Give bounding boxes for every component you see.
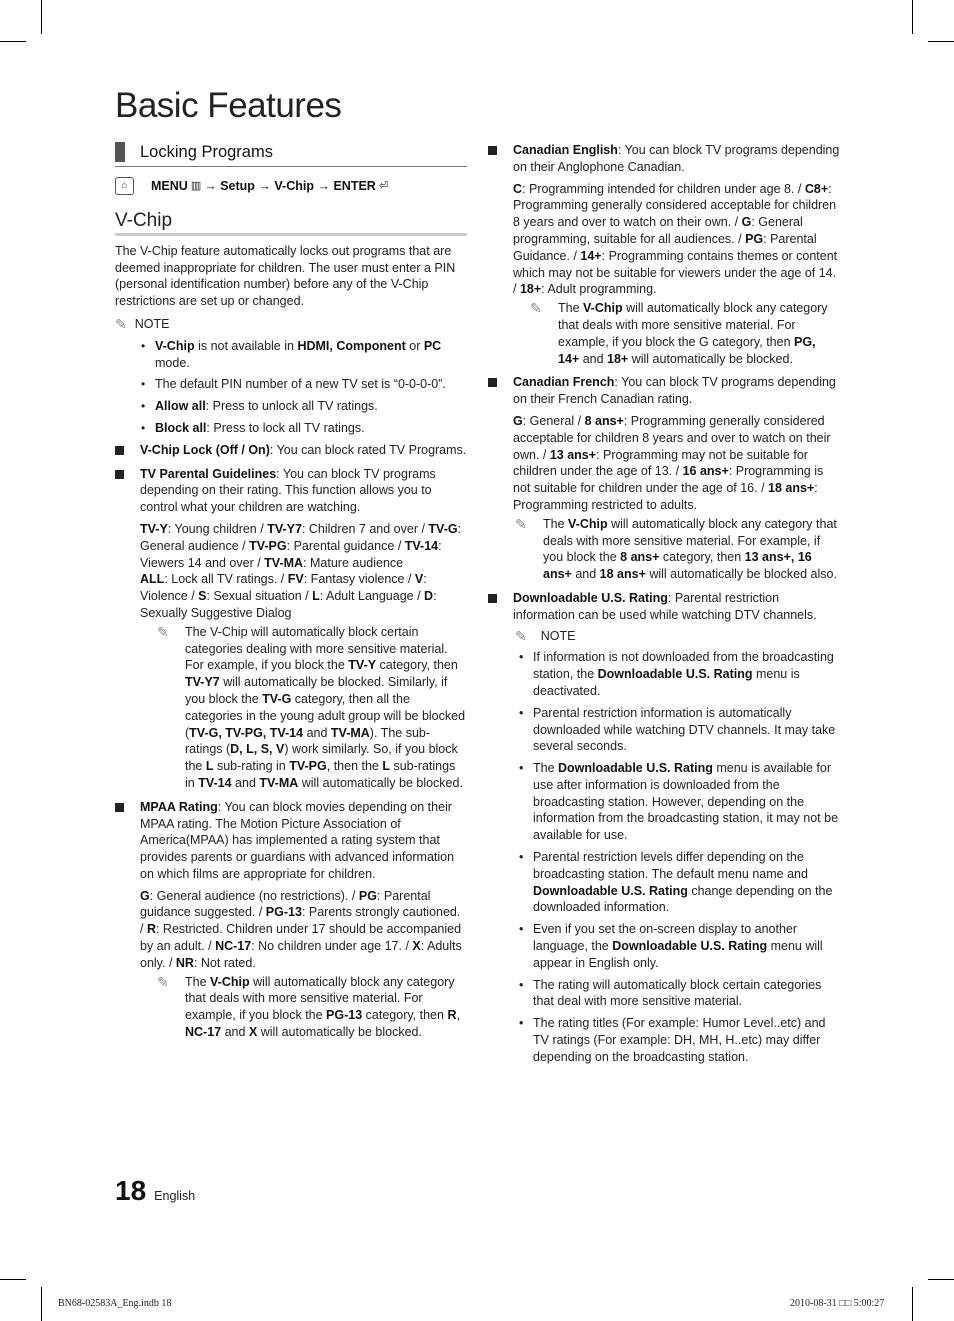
vchip-intro: The V-Chip feature automatically locks out programs that are deemed inappropriate for children. The user must enter a PIN (personal identification number) before any of the V-Chip restrictions are set up or changed. — [115, 243, 456, 309]
text: : Young children / — [167, 521, 268, 536]
list-item — [488, 1015, 840, 1065]
list-item — [115, 398, 467, 415]
text: : Programming intended for children under age 8. / — [522, 181, 805, 196]
crop-mark — [41, 0, 42, 34]
bold-text: D — [424, 589, 434, 604]
bold-text: TV Parental Guidelines — [140, 466, 277, 481]
bold-text: G — [741, 215, 752, 230]
text: will automatically be blocked also. — [645, 567, 837, 582]
path-arrow: → — [317, 178, 330, 193]
bullet-icon: • — [519, 922, 524, 937]
bold-text: 14+ — [580, 248, 602, 263]
language-label: English — [154, 1189, 196, 1203]
bold-text: C8+ — [804, 181, 829, 196]
text: : Programming generally considered acceptable for children 8 years and over to watch on their own. / — [513, 181, 837, 230]
bold-text: TV-MA — [264, 555, 304, 570]
text: If information is not downloaded from the broadcasting station, the — [533, 650, 834, 682]
text: : Children 7 and over / — [301, 521, 429, 536]
text: : General audience / — [140, 521, 462, 553]
bold-text: TV-G, TV-PG, TV-14 — [189, 725, 304, 740]
square-bullet-icon — [115, 470, 124, 479]
right-column — [488, 142, 840, 1072]
crop-mark — [912, 0, 913, 34]
text: : Press to lock all TV ratings. — [206, 420, 365, 435]
bold-text: PG-13 — [265, 905, 302, 920]
text: : Programming may not be suitable for children under the age of 13. / — [513, 447, 808, 479]
text: : Parents strongly cautioned. / — [140, 905, 461, 937]
left-column — [115, 142, 467, 1047]
text: category, then all the categories in the young adult group will be blocked ( — [185, 691, 466, 740]
text: and — [571, 567, 600, 582]
downloadable-rating-item — [488, 590, 840, 1066]
remote-icon: ⌂ — [115, 177, 134, 195]
bold-text: TV-14 — [198, 775, 232, 790]
bold-text: V-Chip — [155, 338, 195, 353]
mpaa-ratings — [140, 888, 467, 972]
bold-text: 13 ans+, 16 ans+ — [543, 550, 812, 582]
path-arrow: → — [258, 178, 271, 193]
crop-mark — [41, 1287, 42, 1321]
square-bullet-icon — [115, 803, 124, 812]
text: , — [456, 1008, 460, 1023]
bold-text: Downloadable U.S. Rating — [597, 667, 753, 682]
bold-text: G — [140, 888, 150, 903]
text: : General programming, suitable for all audiences. / — [513, 215, 803, 246]
text: : Not rated. — [193, 955, 256, 970]
text: The — [533, 761, 559, 776]
crop-mark — [928, 1279, 954, 1280]
text: : Parental Guidance. / — [513, 231, 817, 263]
text: Parental restriction information is automatically downloaded while watching DTV channels. It may take several seconds. — [533, 705, 836, 754]
bold-text: PG, 14+ — [558, 334, 816, 366]
vchip-heading: V-Chip — [115, 213, 467, 236]
bold-text: L — [382, 759, 390, 774]
canfr-ratings — [513, 413, 840, 514]
list-item — [488, 849, 840, 916]
text: : Parental restriction information can be used while watching DTV channels. — [513, 590, 817, 622]
text: menu is deactivated. — [533, 667, 800, 698]
path-arrow: → — [204, 178, 217, 193]
crop-mark — [928, 41, 954, 42]
text: : You can block TV programs depending on their Anglophone Canadian. — [513, 143, 840, 174]
bullet-icon: • — [141, 399, 146, 414]
text: : Programming is not suitable for children under the age of 16. / — [513, 464, 824, 496]
list-item — [488, 649, 840, 699]
text: is not available in — [194, 338, 298, 353]
bold-text: Downloadable U.S. Rating — [533, 883, 688, 898]
bold-text: FV — [287, 572, 304, 587]
canadian-english-item — [488, 142, 840, 367]
tv-parental-item — [115, 466, 467, 792]
bold-text: 8 ans+ — [584, 413, 624, 428]
bullet-icon: • — [141, 338, 146, 353]
text: : Programming contains themes or content which may not be suitable for viewers under the age of 14. / — [513, 248, 838, 297]
text: The — [558, 301, 584, 316]
bold-text: L — [205, 759, 214, 774]
bullet-icon: • — [141, 420, 146, 435]
bold-text: V-Chip — [583, 301, 623, 316]
bold-text: TV-G — [262, 691, 292, 706]
enter-icon: ⏎ — [378, 179, 389, 192]
pencil-icon: ✎ — [157, 623, 169, 640]
text: : You can block TV programs depending on their rating. This function allows you to control what your children are watching. — [140, 466, 436, 515]
text: : You can block movies depending on their MPAA rating. The Motion Picture Association of America(MPAA) has implemented a rating system that provides parents or guardians with advanced information on which films are appropriate for children. — [140, 799, 455, 881]
path-setup: Setup — [220, 178, 255, 193]
mpaa-item — [115, 799, 467, 1041]
bold-text: Block all — [155, 420, 207, 435]
bold-text: PC — [423, 338, 442, 353]
text: : You can block TV programs depending on their French Canadian rating. — [513, 375, 836, 407]
tv-ratings — [140, 521, 467, 571]
pencil-icon: ✎ — [515, 627, 527, 644]
canfr-note — [513, 516, 840, 583]
note-header — [515, 628, 840, 645]
list-item — [488, 977, 840, 1011]
canadian-french-item — [488, 374, 840, 583]
text: : Adults only. / — [140, 939, 462, 970]
section-marker — [115, 142, 125, 162]
text: will automatically block any category that deals with more sensitive material. For example, if you block the G category, then — [558, 301, 828, 349]
square-bullet-icon — [115, 446, 124, 455]
page-footer — [115, 1176, 195, 1206]
text: and — [221, 1025, 249, 1040]
text: will automatically block any category that deals with more sensitive material. For example, if you block the — [543, 516, 837, 565]
text: : No children under age 17. / — [251, 939, 413, 954]
text: : You can block rated TV Programs. — [269, 442, 467, 457]
bold-text: ALL — [140, 572, 165, 587]
pencil-icon: ✎ — [157, 973, 169, 990]
list-item — [488, 760, 840, 844]
page-number: 18 — [115, 1175, 147, 1206]
bold-text: NC-17 — [215, 939, 252, 954]
bold-text: TV-Y — [140, 521, 168, 536]
list-item — [115, 376, 467, 393]
text: category, then — [376, 658, 458, 673]
bold-text: TV-Y — [348, 658, 377, 673]
bold-text: 18 ans+ — [768, 481, 815, 496]
text: : Adult programming. — [541, 282, 657, 297]
text: The default PIN number of a new TV set is “0-0-0-0”. — [155, 377, 446, 392]
text: : Sexually Suggestive Dialog — [140, 589, 437, 620]
bold-text: TV-PG — [249, 538, 287, 553]
bullet-icon: • — [141, 377, 146, 392]
section-header — [115, 142, 467, 167]
bullet-icon: • — [519, 761, 524, 776]
bold-text: C — [513, 181, 523, 196]
text: : Mature audience — [303, 555, 404, 570]
bold-text: TV-Y7 — [185, 675, 220, 690]
bold-text: 18 ans+ — [599, 567, 646, 582]
bold-text: TV-14 — [404, 538, 439, 553]
text: and — [231, 775, 260, 790]
text: : Programming restricted to adults. — [513, 481, 818, 512]
bold-text: Downloadable U.S. Rating — [612, 939, 768, 954]
text: Even if you set the on-screen display to another language, the — [533, 922, 798, 954]
page-title: Basic Features — [115, 86, 342, 125]
vchip-lock-item — [115, 442, 467, 459]
square-bullet-icon — [488, 378, 497, 387]
text: ). The sub-ratings ( — [185, 725, 431, 757]
note-header — [115, 316, 467, 333]
canen-ratings — [513, 181, 840, 299]
list-item — [115, 338, 467, 372]
bold-text: X — [248, 1025, 258, 1040]
text: will automatically block any category that deals with more sensitive material. For example, if you block the — [185, 974, 455, 1023]
tv-note — [140, 624, 467, 792]
bold-text: R — [447, 1008, 457, 1023]
bold-text: Canadian French — [513, 375, 615, 390]
text: menu will appear in English only. — [533, 939, 823, 970]
bold-text: Downloadable U.S. Rating — [513, 590, 668, 605]
text: The rating titles (For example: Humor Level..etc) and TV ratings (For example: DH, MH, H..etc) may differ depending on the broadcasting station. — [533, 1016, 826, 1064]
text: menu is available for use after information is downloaded from the broadcasting station. However, depending on the information from the broadcasting station, it may not be available for use. — [533, 761, 839, 843]
path-vchip: V-Chip — [274, 178, 314, 193]
bold-text: Allow all — [155, 399, 206, 414]
bold-text: X — [412, 939, 421, 954]
bold-text: PG-13 — [326, 1008, 363, 1023]
text: or — [405, 338, 424, 353]
bold-text: TV-PG — [289, 759, 327, 774]
text: sub-rating in — [213, 759, 290, 774]
bold-text: TV-Y7 — [267, 521, 302, 536]
text: : Sexual situation / — [206, 589, 313, 604]
bold-text: V-Chip — [210, 974, 250, 989]
pencil-icon: ✎ — [115, 315, 127, 332]
bold-text: NC-17 — [185, 1025, 222, 1040]
bold-text: V-Chip — [568, 516, 608, 531]
list-item — [115, 420, 467, 437]
path-enter: ENTER — [333, 178, 376, 193]
bold-text: PG — [745, 231, 764, 246]
bold-text: 18+ — [607, 351, 629, 366]
text: and — [303, 725, 331, 740]
bold-text: S — [198, 589, 207, 604]
text: The — [543, 516, 569, 531]
text: : Adult Language / — [319, 589, 425, 604]
text: : Programming generally considered acceptable for children 8 years and over to watch on their own. / — [513, 413, 831, 462]
text: , then the — [326, 759, 383, 774]
bold-text: Downloadable U.S. Rating — [558, 761, 713, 776]
bullet-icon: • — [519, 850, 524, 865]
text: : Fantasy violence / — [303, 572, 415, 587]
bold-text: 13 ans+ — [549, 447, 597, 462]
menu-path — [115, 177, 467, 195]
text: sub-ratings in — [185, 759, 456, 790]
square-bullet-icon — [488, 594, 497, 603]
text: will automatically be blocked. — [628, 351, 793, 366]
bold-text: 18+ — [519, 282, 542, 297]
text: The — [185, 974, 211, 989]
canen-note — [513, 300, 840, 367]
bold-text: Canadian English — [513, 143, 618, 157]
text: : Lock all TV ratings. / — [164, 572, 288, 587]
pencil-icon: ✎ — [530, 300, 542, 317]
crop-mark — [912, 1287, 913, 1321]
bold-text: MPAA Rating — [140, 799, 218, 814]
bold-text: G — [513, 413, 523, 428]
bold-text: L — [312, 589, 320, 604]
text: category, then — [659, 550, 745, 565]
section-title: Locking Programs — [140, 142, 273, 161]
text: mode. — [155, 355, 190, 370]
text: Parental restriction levels differ depending on the broadcasting station. The default menu name and — [533, 850, 808, 881]
bold-text: R — [146, 922, 156, 937]
menu-icon: ▥ — [190, 179, 202, 192]
bullet-icon: • — [519, 705, 524, 720]
print-timestamp: 2010-08-31 ​□□ 5:00:27 — [790, 1298, 885, 1309]
text: change depending on the downloaded information. — [533, 883, 833, 915]
bold-text: HDMI, Component — [297, 338, 406, 353]
bold-text: V — [414, 572, 424, 587]
text: ) work similarly. So, if you block the — [185, 742, 458, 774]
bold-text: PG — [358, 888, 377, 903]
bold-text: TV-MA — [259, 775, 299, 790]
text: : Restricted. Children under 17 should be accompanied by an adult. / — [140, 922, 462, 954]
bold-text: V-Chip Lock (Off / On) — [140, 442, 270, 457]
tv-subratings — [140, 571, 467, 621]
text: : Violence / — [140, 572, 427, 604]
bullet-icon: • — [519, 1016, 524, 1031]
text: : General audience (no restrictions). / — [149, 888, 359, 903]
list-item — [488, 921, 840, 971]
bold-text: NR — [175, 955, 194, 970]
bold-text: 16 ans+ — [682, 464, 729, 479]
note-label: NOTE — [134, 316, 170, 331]
square-bullet-icon — [488, 146, 497, 155]
list-item — [488, 705, 840, 755]
bold-text: D, L, S, V — [230, 742, 285, 757]
bold-text: 8 ans+ — [620, 550, 660, 565]
bullet-icon: • — [519, 650, 524, 665]
print-file-name: BN68-02583A_Eng.indb 18 — [58, 1298, 172, 1309]
text: : Press to unlock all TV ratings. — [205, 399, 378, 414]
text: and — [579, 351, 608, 366]
pencil-icon: ✎ — [515, 515, 527, 532]
text: : Parental guidance suggested. / — [140, 888, 431, 920]
bold-text: TV-G — [428, 521, 458, 536]
text: will automatically be blocked. — [257, 1025, 422, 1040]
bold-text: TV-MA — [330, 725, 370, 740]
text: : Parental guidance / — [286, 538, 405, 553]
bullet-icon: • — [519, 977, 524, 992]
text: : General / — [522, 413, 585, 428]
note-label: NOTE — [540, 628, 576, 643]
text: will automatically be blocked. Similarly, if you block the — [185, 675, 448, 706]
text: category, then — [362, 1008, 448, 1023]
path-menu: MENU — [151, 178, 188, 193]
crop-mark — [0, 41, 26, 42]
text: : Viewers 14 and over / — [140, 538, 442, 570]
text: will automatically be blocked. — [298, 775, 463, 790]
text: The V-Chip will automatically block certain categories dealing with more sensitive material. For example, if you block the — [185, 624, 448, 673]
text: The rating will automatically block certain categories that deal with more sensitive material. — [533, 977, 822, 1009]
crop-mark — [0, 1279, 26, 1280]
mpaa-note — [140, 974, 467, 1041]
